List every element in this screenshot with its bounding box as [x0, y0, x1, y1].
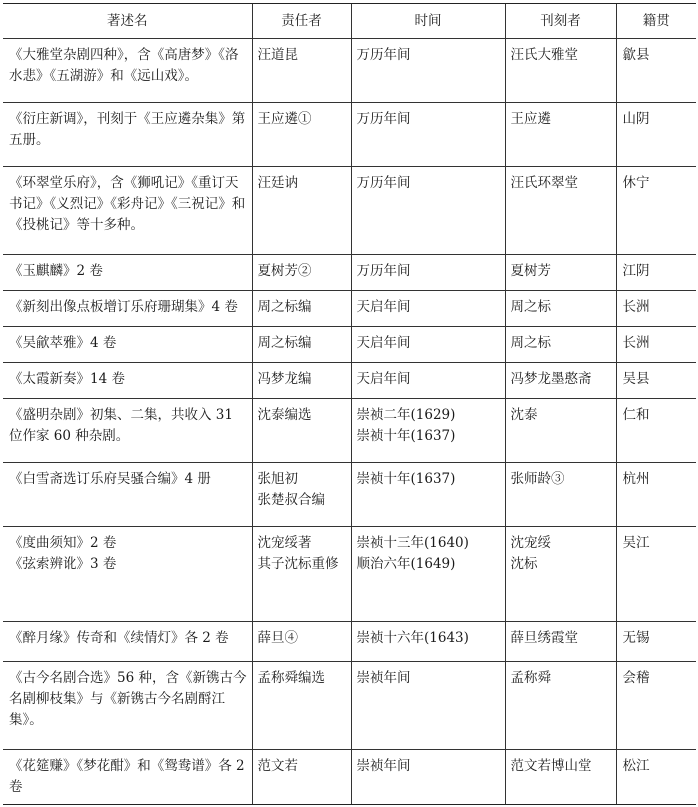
cell-origin: 仁和 — [616, 399, 696, 463]
cell-origin: 山阴 — [616, 103, 696, 167]
cell-origin: 长洲 — [616, 291, 696, 327]
cell-author: 汪道昆 — [252, 39, 351, 103]
catalog-table — [3, 3, 696, 805]
table-row — [3, 327, 696, 363]
cell-author: 张旭初 张楚叔合编 — [252, 463, 351, 527]
cell-time: 崇祯十六年(1643) — [351, 622, 505, 662]
cell-title: 《衍庄新调》，刊刻于《王应遴杂集》第五册。 — [3, 103, 252, 167]
header-time: 时间 — [351, 4, 505, 39]
cell-author: 薛旦④ — [252, 622, 351, 662]
cell-title: 《醉月缘》传奇和《续情灯》各 2 卷 — [3, 622, 252, 662]
cell-time: 崇祯二年(1629) 崇祯十年(1637) — [351, 399, 505, 463]
cell-author: 王应遴① — [252, 103, 351, 167]
table-row — [3, 750, 696, 805]
cell-publisher: 汪氏大雅堂 — [505, 39, 616, 103]
cell-origin: 休宁 — [616, 167, 696, 255]
header-title: 著述名 — [3, 4, 252, 39]
cell-origin: 杭州 — [616, 463, 696, 527]
cell-time: 万历年间 — [351, 167, 505, 255]
header-author: 责任者 — [252, 4, 351, 39]
cell-title: 《太霞新奏》14 卷 — [3, 363, 252, 399]
cell-title: 《吴歈萃雅》4 卷 — [3, 327, 252, 363]
table-row — [3, 167, 696, 255]
cell-title: 《度曲须知》2 卷 《弦索辨讹》3 卷 — [3, 527, 252, 622]
table-row — [3, 622, 696, 662]
cell-title: 《玉麒麟》2 卷 — [3, 255, 252, 291]
cell-publisher: 周之标 — [505, 291, 616, 327]
table-row — [3, 463, 696, 527]
cell-title: 《花筵赚》《梦花酣》和《鸳鸯谱》各 2 卷 — [3, 750, 252, 805]
cell-time: 万历年间 — [351, 103, 505, 167]
cell-author: 孟称舜编选 — [252, 662, 351, 750]
cell-title: 《古今名剧合选》56 种，含《新镌古今名剧柳枝集》与《新镌古今名剧酹江集》。 — [3, 662, 252, 750]
cell-origin: 无锡 — [616, 622, 696, 662]
cell-time: 崇祯十三年(1640) 顺治六年(1649) — [351, 527, 505, 622]
cell-origin: 歙县 — [616, 39, 696, 103]
cell-publisher: 孟称舜 — [505, 662, 616, 750]
cell-origin: 江阴 — [616, 255, 696, 291]
cell-publisher: 沈泰 — [505, 399, 616, 463]
cell-author: 沈泰编选 — [252, 399, 351, 463]
header-publisher: 刊刻者 — [505, 4, 616, 39]
table-row — [3, 527, 696, 622]
cell-time: 天启年间 — [351, 363, 505, 399]
cell-publisher: 汪氏环翠堂 — [505, 167, 616, 255]
cell-publisher: 王应遴 — [505, 103, 616, 167]
cell-author: 周之标编 — [252, 327, 351, 363]
cell-origin: 吴江 — [616, 527, 696, 622]
table-row — [3, 255, 696, 291]
header-row — [3, 4, 696, 39]
cell-time: 万历年间 — [351, 255, 505, 291]
cell-time: 崇祯年间 — [351, 662, 505, 750]
table-row — [3, 103, 696, 167]
cell-time: 崇祯年间 — [351, 750, 505, 805]
cell-publisher: 沈宠绥 沈标 — [505, 527, 616, 622]
cell-time: 崇祯十年(1637) — [351, 463, 505, 527]
cell-publisher: 薛旦绣霞堂 — [505, 622, 616, 662]
cell-title: 《白雪斋选订乐府吴骚合编》4 册 — [3, 463, 252, 527]
cell-time: 万历年间 — [351, 39, 505, 103]
cell-author: 沈宠绥著 其子沈标重修 — [252, 527, 351, 622]
cell-time: 天启年间 — [351, 291, 505, 327]
cell-author: 汪廷讷 — [252, 167, 351, 255]
table-row — [3, 363, 696, 399]
cell-title: 《新刻出像点板增订乐府珊瑚集》4 卷 — [3, 291, 252, 327]
table-row — [3, 399, 696, 463]
cell-publisher: 周之标 — [505, 327, 616, 363]
cell-origin: 会稽 — [616, 662, 696, 750]
cell-author: 夏树芳② — [252, 255, 351, 291]
cell-publisher: 夏树芳 — [505, 255, 616, 291]
header-origin: 籍贯 — [616, 4, 696, 39]
cell-title: 《环翠堂乐府》，含《狮吼记》《重订天书记》《义烈记》《彩舟记》《三祝记》和《投桃记》等十多种。 — [3, 167, 252, 255]
cell-title: 《大雅堂杂剧四种》，含《高唐梦》《洛水悲》《五湖游》和《远山戏》。 — [3, 39, 252, 103]
table-row — [3, 662, 696, 750]
cell-title: 《盛明杂剧》初集、二集，共收入 31 位作家 60 种杂剧。 — [3, 399, 252, 463]
cell-author: 周之标编 — [252, 291, 351, 327]
cell-publisher: 张师龄③ — [505, 463, 616, 527]
cell-author: 冯梦龙编 — [252, 363, 351, 399]
cell-publisher: 范文若博山堂 — [505, 750, 616, 805]
cell-time: 天启年间 — [351, 327, 505, 363]
cell-publisher: 冯梦龙墨憨斋 — [505, 363, 616, 399]
table-row — [3, 291, 696, 327]
cell-author: 范文若 — [252, 750, 351, 805]
cell-origin: 松江 — [616, 750, 696, 805]
table-row — [3, 39, 696, 103]
cell-origin: 吴县 — [616, 363, 696, 399]
cell-origin: 长洲 — [616, 327, 696, 363]
